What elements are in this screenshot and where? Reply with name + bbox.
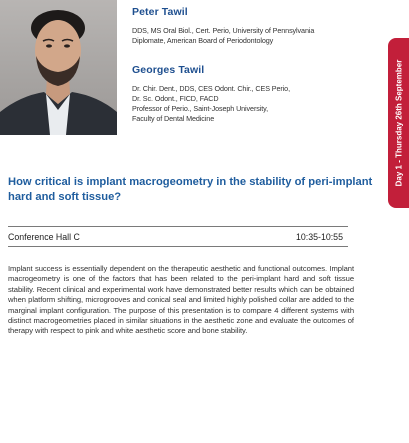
abstract-text: Implant success is essentially dependent on the therapeutic aesthetic and functional outcomes. Implant macrogeometry is one of the factors that has been related to the peri-implant hard and soft tissue stability. Recent clinical and experimental work have demonstrated better results which can be obtained when platform shifting, microgrooves and conical seal and limited highly polished collar are added to the marginal implant configuration. The purpose of this presentation is to compare 4 different systems with distinct macrogeometries placed in similar situations in the aesthetic zone and evaluate the outcomes of therapy with respect to pink and white aesthetic score and bone stability. (8, 264, 354, 336)
speaker-credentials: Dr. Chir. Dent., DDS, CES Odont. Chir., CES Perio, (132, 84, 290, 93)
speaker-portrait (0, 0, 117, 135)
session-time: 10:35-10:55 (296, 232, 343, 242)
day-side-tab-label: Day 1 - Thursday 26th September (394, 59, 403, 187)
session-location: Conference Hall C (8, 232, 80, 242)
speaker-credentials: Diplomate, American Board of Periodontology (132, 36, 274, 45)
speaker-name: Georges Tawil (132, 64, 205, 76)
day-side-tab (388, 38, 409, 208)
speaker-name: Peter Tawil (132, 6, 188, 18)
speaker-photo (0, 0, 117, 135)
speaker-affiliation: Professor of Perio., Saint-Joseph University, (132, 104, 268, 113)
divider-top (8, 226, 348, 227)
speaker-credentials: Dr. Sc. Odont., FICD, FACD (132, 94, 219, 103)
session-title: How critical is implant macrogeometry in the stability of peri-implant hard and soft tissue? (8, 176, 373, 203)
divider-bottom (8, 246, 348, 247)
speaker-affiliation: Faculty of Dental Medicine (132, 114, 215, 123)
speaker-credentials: DDS, MS Oral Biol., Cert. Perio, University of Pennsylvania (132, 26, 315, 35)
